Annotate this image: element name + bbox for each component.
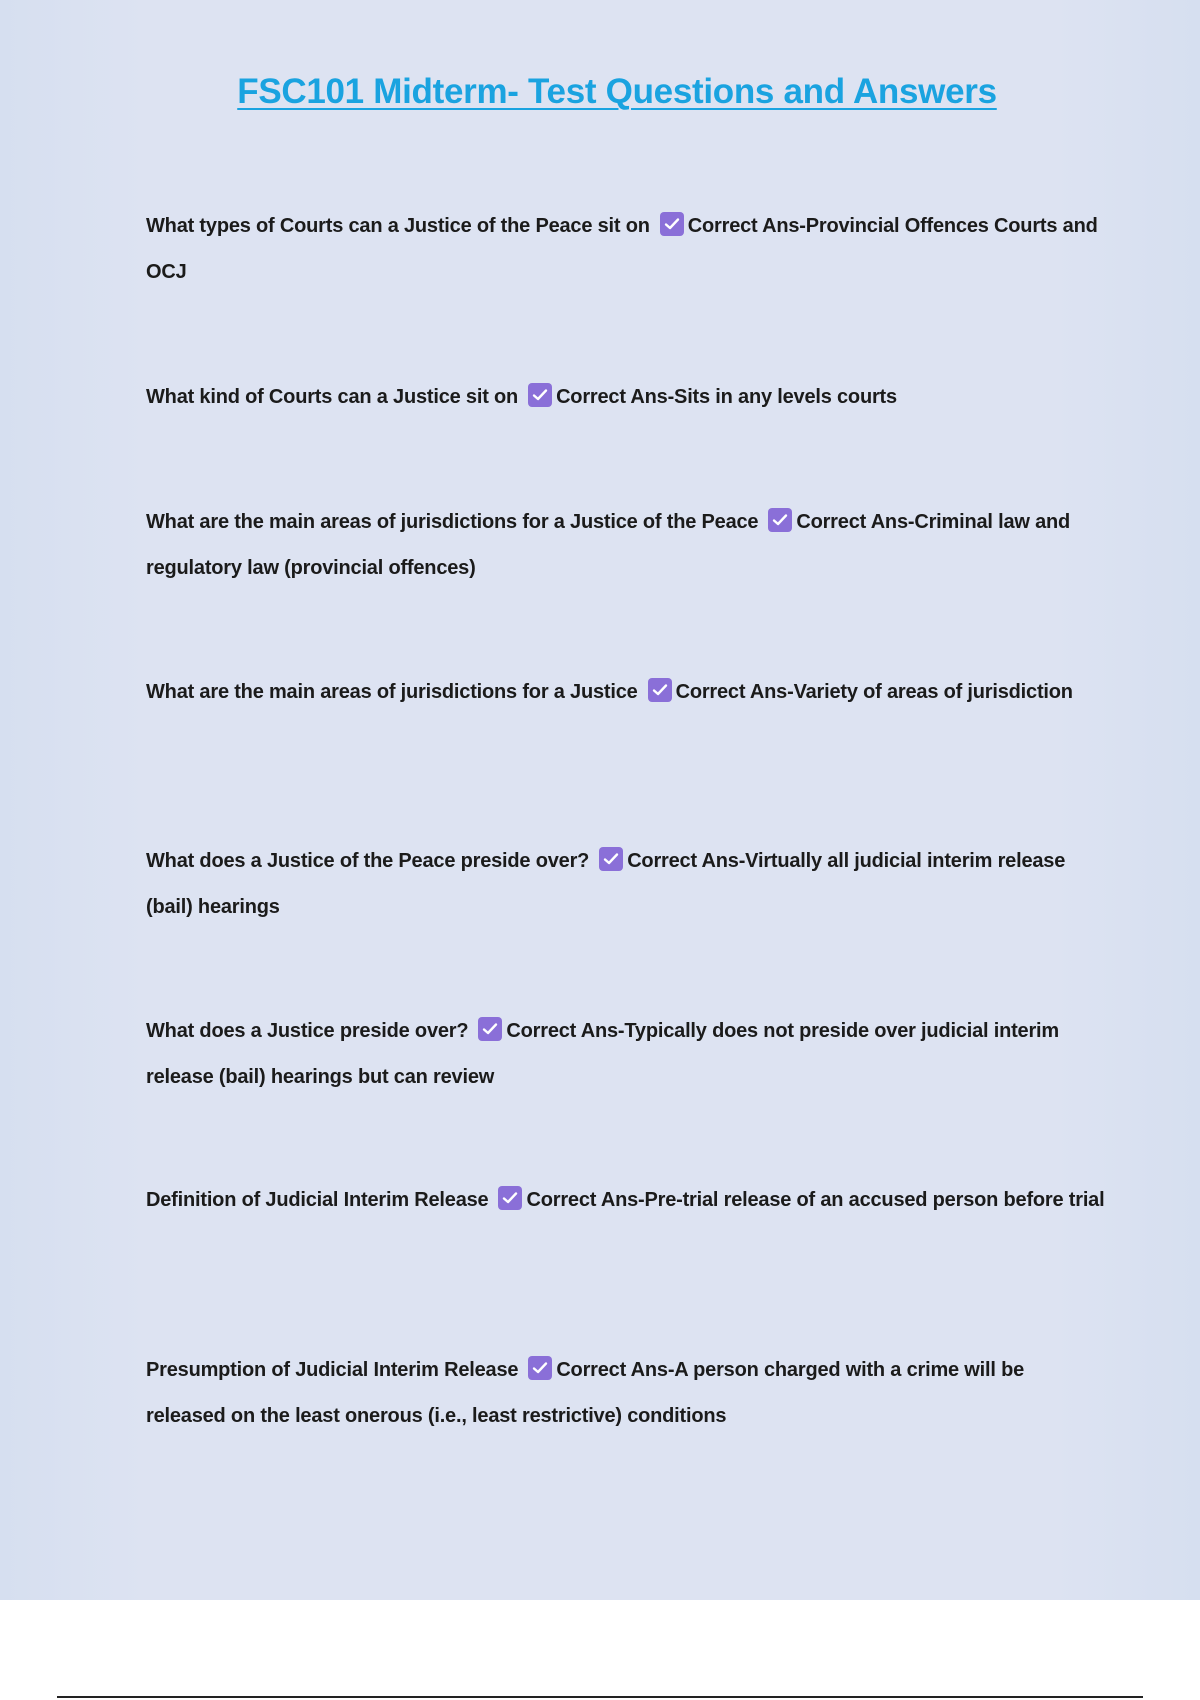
question-text: What are the main areas of jurisdictions for a Justice of the Peace bbox=[146, 511, 759, 533]
question-text: What kind of Courts can a Justice sit on bbox=[146, 386, 519, 408]
question-text: Definition of Judicial Interim Release bbox=[146, 1189, 489, 1211]
checkbox-checked-icon bbox=[528, 1356, 552, 1380]
checkbox-checked-icon bbox=[599, 847, 623, 871]
question-text: What types of Courts can a Justice of the Peace sit on bbox=[146, 215, 650, 237]
qa-item bbox=[146, 1008, 1106, 1100]
answer-text: Correct Ans-Typically does not preside over judicial interim release (bail) hearings but can review bbox=[146, 1020, 1059, 1088]
answer-text: Correct Ans-Sits in any levels courts bbox=[556, 386, 897, 408]
qa-item bbox=[146, 203, 1106, 295]
checkbox-checked-icon bbox=[528, 383, 552, 407]
answer-text: Correct Ans-Variety of areas of jurisdiction bbox=[675, 681, 1073, 703]
footer-divider bbox=[57, 1696, 1143, 1698]
question-text: What does a Justice of the Peace preside over? bbox=[146, 850, 590, 872]
answer-text: Correct Ans-Pre-trial release of an accused person before trial bbox=[526, 1189, 1105, 1211]
question-text: What does a Justice preside over? bbox=[146, 1020, 469, 1042]
question-text: What are the main areas of jurisdictions for a Justice bbox=[146, 681, 638, 703]
checkbox-checked-icon bbox=[648, 678, 672, 702]
answer-text: Correct Ans-Provincial Offences Courts and OCJ bbox=[146, 215, 1098, 283]
checkbox-checked-icon bbox=[478, 1017, 502, 1041]
qa-item bbox=[146, 374, 1106, 420]
answer-text: Correct Ans-A person charged with a crime will be released on the least onerous (i.e., least restrictive) conditions bbox=[146, 1359, 1025, 1427]
answer-text: Correct Ans-Criminal law and regulatory law (provincial offences) bbox=[146, 511, 1071, 579]
checkbox-checked-icon bbox=[768, 508, 792, 532]
qa-item bbox=[146, 838, 1106, 930]
checkbox-checked-icon bbox=[498, 1186, 522, 1210]
qa-item bbox=[146, 1347, 1106, 1439]
qa-item bbox=[146, 1177, 1106, 1223]
question-text: Presumption of Judicial Interim Release bbox=[146, 1359, 519, 1381]
document-title: FSC101 Midterm- Test Questions and Answers bbox=[237, 72, 997, 111]
qa-item bbox=[146, 499, 1106, 591]
checkbox-checked-icon bbox=[660, 212, 684, 236]
answer-text: Correct Ans-Virtually all judicial interim release (bail) hearings bbox=[146, 850, 1066, 918]
qa-item bbox=[146, 669, 1106, 715]
